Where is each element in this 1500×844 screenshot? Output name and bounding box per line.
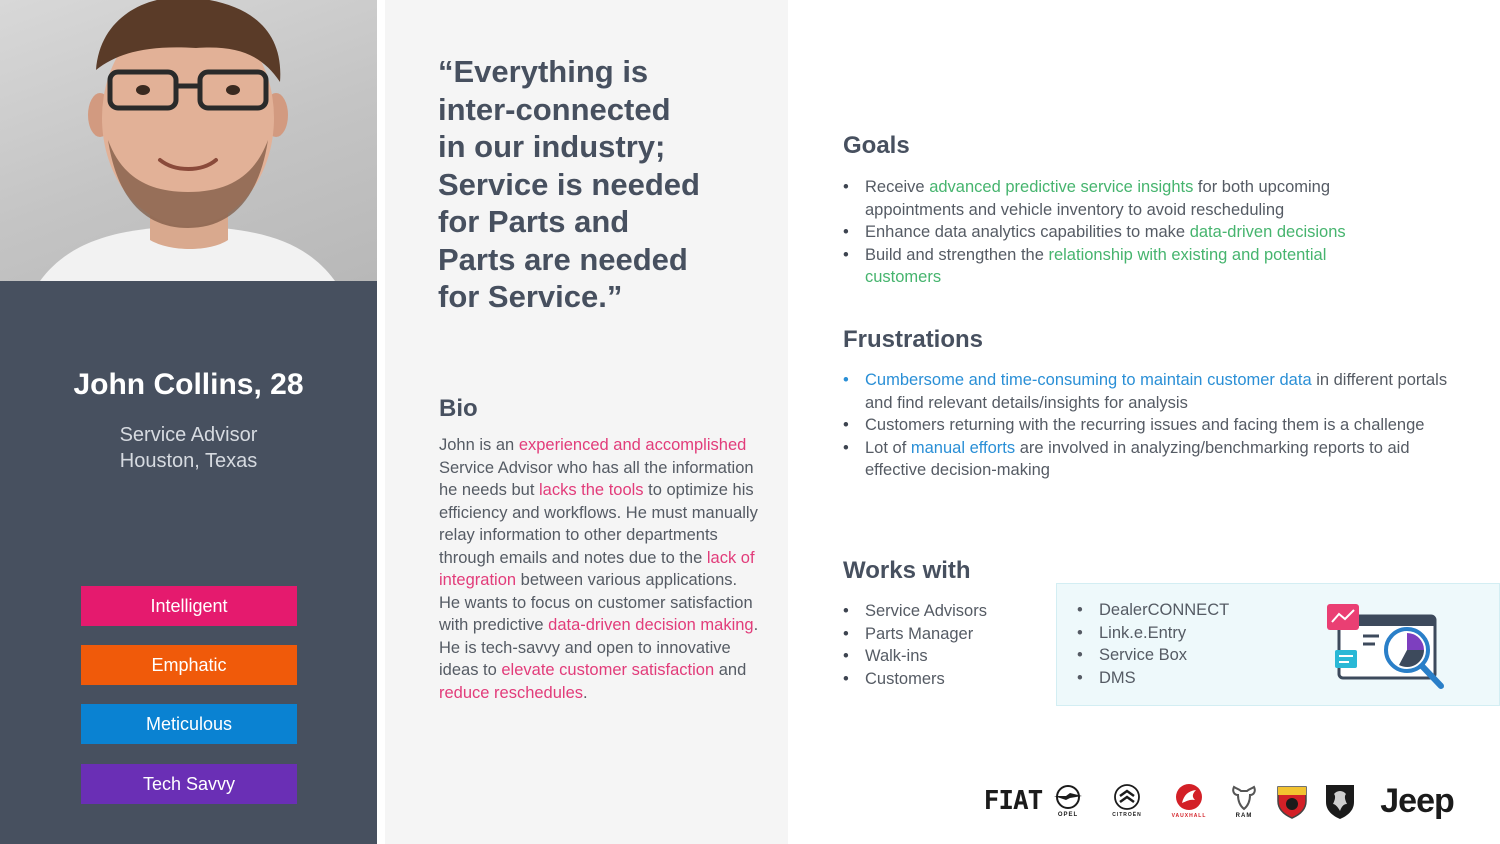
bio-highlight: reduce reschedules — [439, 683, 584, 702]
persona-photo — [0, 0, 377, 281]
frustration-text: Lot of — [865, 438, 911, 457]
ram-head-icon — [1230, 783, 1258, 811]
works-with-person: • Parts Manager — [843, 623, 1043, 646]
bio-heading: Bio — [439, 395, 478, 422]
bio-segment: . He is tech-savvy and open to innovative ideas to — [439, 616, 759, 679]
quote-line: Parts are needed — [438, 241, 688, 277]
tool-item: • DealerCONNECT — [1077, 599, 1229, 622]
persona-profile-panel — [0, 0, 377, 844]
abarth-logo — [1274, 778, 1310, 824]
works-with-people-list — [843, 600, 1043, 690]
works-with-person: • Service Advisors — [843, 600, 1043, 623]
persona-name: John Collins, 28 — [73, 368, 304, 401]
persona-location: Houston, Texas — [119, 450, 258, 472]
frustration-text: Customers returning with the recurring issues and facing them is a challenge — [865, 416, 1425, 434]
vauxhall-logo — [1162, 778, 1216, 824]
jeep-logo — [1370, 778, 1464, 824]
trait-badge-emphatic: Emphatic — [81, 645, 297, 685]
citroen-logo — [1102, 778, 1152, 824]
peugeot-logo — [1322, 778, 1358, 824]
brand-logos — [983, 778, 1470, 828]
vauxhall-griffin-icon — [1174, 783, 1204, 811]
goal-text: Build and strengthen the — [865, 245, 1049, 264]
quote-line: inter-connected — [438, 91, 671, 127]
bio-highlight: lack of integration — [439, 548, 755, 589]
tool-item: • Service Box — [1077, 644, 1229, 667]
quote-line: for Parts and — [438, 204, 630, 239]
goal-highlight: relationship with existing and potential customers — [865, 245, 1327, 286]
tools-panel — [1056, 583, 1500, 706]
frustration-highlight: manual efforts — [910, 438, 1016, 457]
trait-badge-meticulous: Meticulous — [81, 704, 297, 744]
bio-segment: Service Advisor who has all the information he needs but — [439, 458, 754, 499]
bio-text — [439, 434, 759, 704]
frustrations-list — [843, 369, 1463, 482]
quote-line: “Everything is — [438, 54, 649, 89]
quote-bio-panel — [385, 0, 788, 844]
goal-item — [843, 244, 1403, 289]
bio-highlight: elevate customer satisfaction — [501, 661, 715, 679]
quote-line: in our industry; — [438, 129, 666, 164]
goals-list — [843, 176, 1403, 289]
ram-logo — [1224, 778, 1264, 824]
frustration-item — [843, 369, 1463, 414]
bio-highlight: data-driven decision making — [548, 616, 754, 634]
frustrations-heading: Frustrations — [843, 326, 984, 353]
analytics-magnifier-icon — [1327, 602, 1449, 690]
bio-segment: to optimize his efficiency and workflows. He must manually relay information to other departments through emails and notes due to the — [439, 481, 758, 567]
tool-item: • DMS — [1077, 667, 1229, 690]
ram-logo-text: RAM — [1235, 813, 1253, 819]
opel-emblem-icon — [1052, 784, 1084, 810]
quote-line: for Service.” — [438, 279, 623, 314]
goal-text: for both upcoming appointments and vehicle inventory to avoid rescheduling — [865, 178, 1331, 219]
fiat-logo — [983, 778, 1043, 824]
trait-badge-tech-savvy: Tech Savvy — [81, 764, 297, 804]
bio-segment: and — [714, 661, 747, 679]
frustration-highlight: Cumbersome and time-consuming to maintain customer data — [865, 371, 1312, 389]
goal-highlight: data-driven decisions — [1189, 223, 1346, 241]
frustration-item — [843, 437, 1463, 482]
trait-badge-intelligent: Intelligent — [81, 586, 297, 626]
persona-role: Service Advisor — [119, 424, 258, 446]
frustration-text: are involved in analyzing/benchmarking reports to aid effective decision-making — [865, 438, 1410, 479]
citroen-logo-text: CITROËN — [1112, 812, 1142, 818]
bio-segment: . — [583, 683, 588, 702]
persona-portrait-illustration — [0, 0, 377, 281]
abarth-shield-icon — [1275, 783, 1309, 819]
opel-logo-text: OPEL — [1057, 812, 1079, 818]
bio-highlight: lacks the tools — [539, 481, 644, 499]
jeep-logo-text: Jeep — [1380, 781, 1454, 820]
tools-list — [1077, 599, 1229, 689]
goal-text: Receive — [865, 178, 930, 196]
goal-text: Enhance data analytics capabilities to make — [865, 223, 1190, 241]
frustration-text: in different portals and find relevant details/insights for analysis — [865, 371, 1448, 412]
frustration-item — [843, 414, 1463, 437]
quote-line: Service is needed — [438, 166, 700, 202]
citroen-chevrons-icon — [1114, 784, 1140, 810]
tool-item: • Link.e.Entry — [1077, 622, 1229, 645]
goals-heading: Goals — [843, 132, 910, 159]
vauxhall-logo-text: VAUXHALL — [1171, 813, 1207, 819]
works-with-person: • Customers — [843, 668, 1043, 691]
peugeot-lion-icon — [1323, 782, 1357, 820]
fiat-logo-text: FIAT — [983, 786, 1043, 816]
goal-item — [843, 221, 1403, 244]
opel-logo — [1046, 778, 1090, 824]
bio-highlight: experienced and accomplished — [518, 436, 747, 454]
persona-quote — [438, 53, 768, 316]
goal-item — [843, 176, 1403, 221]
works-with-heading: Works with — [843, 557, 971, 584]
goal-highlight: advanced predictive service insights — [929, 178, 1194, 196]
bio-segment: John is an — [439, 436, 519, 454]
bio-segment: between various applications. He wants to focus on customer satisfaction with predictive — [439, 571, 753, 634]
works-with-person: • Walk-ins — [843, 645, 1043, 668]
